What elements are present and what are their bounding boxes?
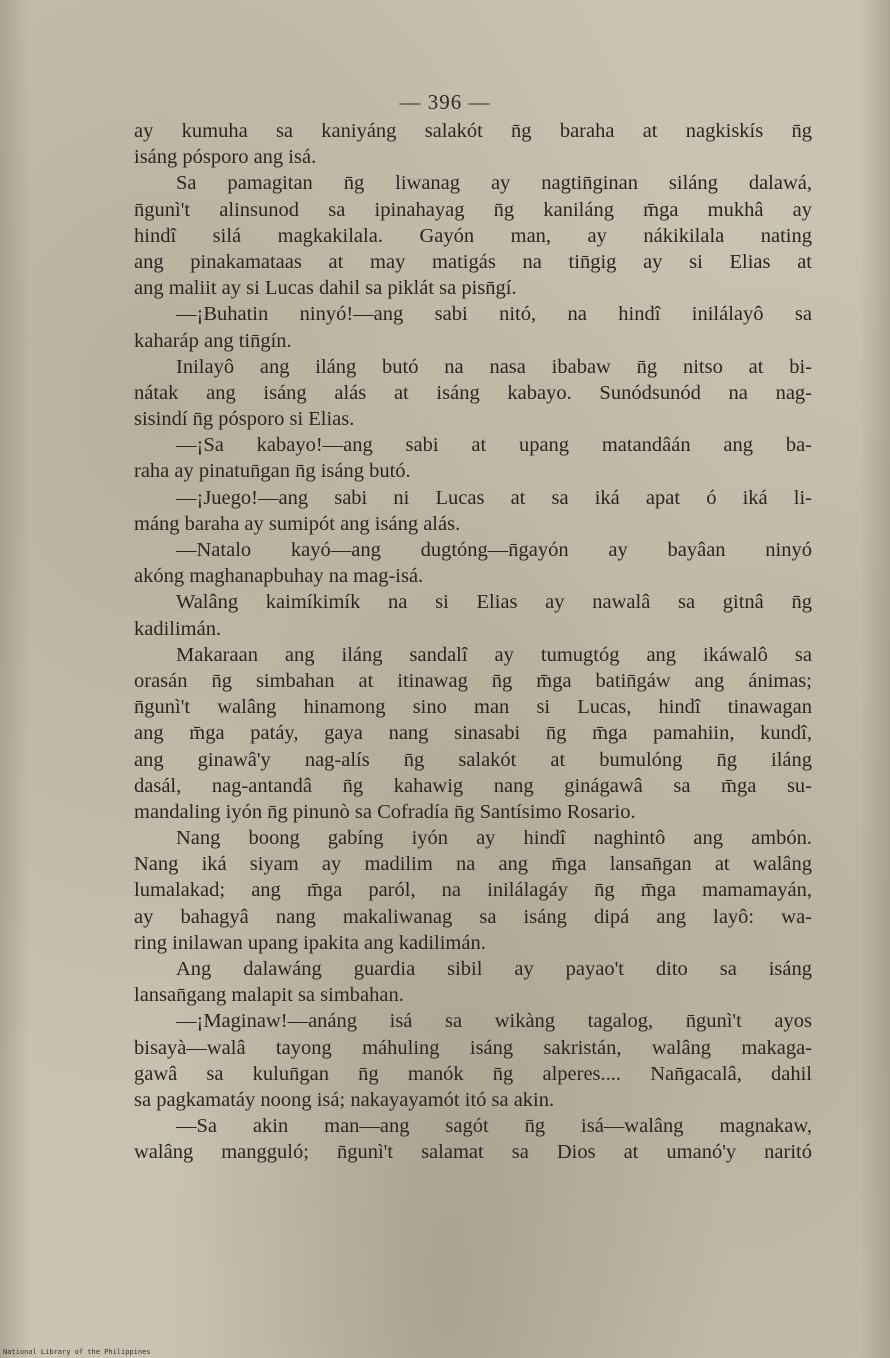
- text-line: —Natalo kayó—ang dugtóng—n̄gayón ay bayâan ninyó: [176, 539, 812, 561]
- text-line: Walâng kaimíkimík na si Elias ay nawalâ sa gitnâ n̄g: [176, 591, 812, 614]
- text-line: máng baraha ay sumipót ang isáng alás.: [134, 512, 461, 535]
- text-line: sisindí n̄g pósporo si Elias.: [134, 408, 355, 431]
- text-line: —¡Sa kabayo!—ang sabi at upang matandâán ang ba-: [176, 434, 812, 457]
- text-line: isáng pósporo ang isá.: [134, 146, 317, 169]
- text-line: Ang dalawáng guardia sibil ay payao't dito sa isáng: [176, 958, 812, 980]
- text-line: ang m̄ga patáy, gaya nang sinasabi n̄g m̄ga pamahiin, kundî,: [134, 722, 812, 745]
- text-line: lansan̄gang malapit sa simbahan.: [134, 984, 404, 1007]
- text-line: akóng maghanapbuhay na mag-isá.: [134, 565, 424, 588]
- text-line: hindî silá magkakilala. Gayón man, ay nákikilala nating: [134, 224, 812, 247]
- text-line: bisayà—walâ tayong máhuling isáng sakristán, walâng makaga-: [134, 1036, 812, 1059]
- text-line: —Sa akin man—ang sagót n̄g isá—walâng magnakaw,: [176, 1115, 812, 1138]
- text-line: ay kumuha sa kaniyáng salakót n̄g baraha at nagkiskís n̄g: [134, 120, 812, 142]
- text-line: nátak ang isáng alás at isáng kabayo. Sunódsunód na nag-: [134, 381, 812, 404]
- text-line: n̄gunì't walâng hinamong sino man si Lucas, hindî tinawagan: [134, 696, 812, 719]
- text-line: lumalakad; ang m̄ga paról, na inilálagáy n̄g m̄ga mamamayán,: [134, 879, 812, 902]
- text-line: Inilayô ang iláng butó na nasa ibabaw n̄g nitso at bi-: [176, 355, 812, 378]
- text-line: ay bahagyâ nang makaliwanag sa isáng dipá ang layô: wa-: [134, 905, 812, 928]
- text-line: sa pagkamatáy noong isá; nakayayamót itó sa akin.: [134, 1088, 555, 1111]
- text-line: n̄gunì't alinsunod sa ipinahayag n̄g kaniláng m̄ga mukhâ ay: [134, 198, 812, 221]
- text-line: kaharáp ang tin̄gín.: [134, 329, 292, 352]
- text-line: dasál, nag-antandâ n̄g kahawig nang ginágawâ sa m̄ga su-: [134, 774, 812, 797]
- text-line: Sa pamagitan n̄g liwanag ay nagtin̄ginan siláng dalawá,: [176, 172, 812, 195]
- body-text: [134, 118, 812, 1166]
- text-line: —¡Buhatin ninyó!—ang sabi nitó, na hindî inilálayô sa: [176, 303, 812, 326]
- text-line: ang ginawâ'y nag-alís n̄g salakót at bumulóng n̄g iláng: [134, 748, 812, 771]
- text-line: Makaraan ang iláng sandalî ay tumugtóg ang ikáwalô sa: [176, 643, 812, 666]
- text-line: ring inilawan upang ipakita ang kadilimán.: [134, 931, 486, 954]
- text-line: —¡Maginaw!—anáng isá sa wikàng tagalog, n̄gunì't ayos: [176, 1010, 812, 1033]
- text-line: kadilimán.: [134, 617, 222, 640]
- text-line: raha ay pinatun̄gan n̄g isáng butó.: [134, 460, 411, 483]
- page-number: — 396 —: [399, 90, 491, 114]
- text-line: mandaling iyón n̄g pinunò sa Cofradía n̄g Santísimo Rosario.: [134, 800, 636, 823]
- text-line: Nang boong gabíng iyón ay hindî naghintô ang ambón.: [176, 827, 812, 850]
- text-line: gawâ sa kulun̄gan n̄g manók n̄g alperes.... Nan̄gacalâ, dahil: [134, 1062, 812, 1085]
- text-line: Nang iká siyam ay madilim na ang m̄ga lansan̄gan at walâng: [134, 853, 812, 876]
- library-footer: National Library of the Philippines: [3, 1348, 151, 1356]
- text-line: ang maliit ay si Lucas dahil sa piklát sa pisn̄gí.: [134, 277, 517, 300]
- text-line: orasán n̄g simbahan at itinawag n̄g m̄ga batin̄gáw ang ánimas;: [134, 669, 812, 692]
- text-line: —¡Juego!—ang sabi ni Lucas at sa iká apat ó iká li-: [176, 486, 812, 509]
- text-line: walâng mangguló; n̄gunì't salamat sa Dios at umanó'y naritó: [134, 1141, 812, 1164]
- text-line: ang pinakamataas at may matigás na tin̄gig ay si Elias at: [134, 250, 812, 273]
